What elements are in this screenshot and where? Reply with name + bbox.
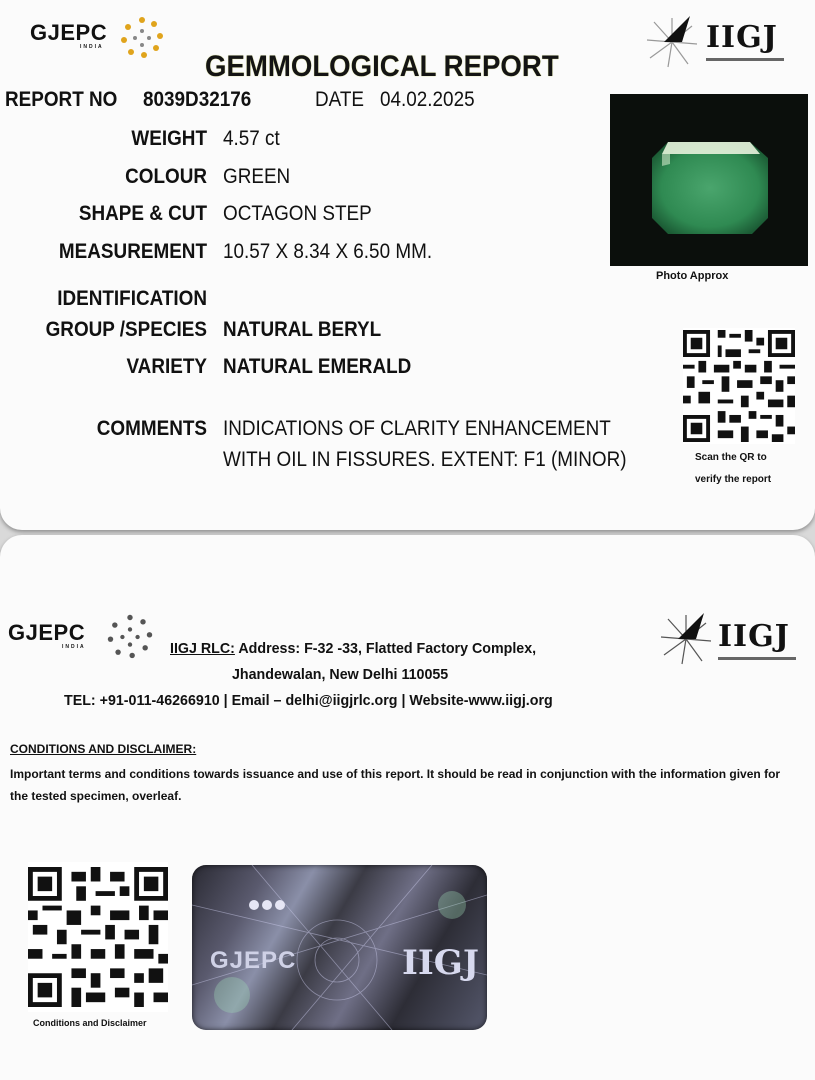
report-no-value: 8039D32176 <box>143 88 252 111</box>
conditions-heading: CONDITIONS AND DISCLAIMER: <box>10 742 197 756</box>
iigj-logo-back-underline <box>718 657 796 660</box>
emerald-image-icon <box>610 94 808 266</box>
identification-label: IDENTIFICATION <box>57 287 207 310</box>
photo-caption: Photo Approx <box>656 270 729 282</box>
gjepc-logo-back-subtext: INDIA <box>62 644 86 650</box>
gem-photo <box>610 94 808 266</box>
iigj-logo-text: IIGJ <box>706 20 778 55</box>
security-hologram <box>192 865 487 1030</box>
group-species-label: GROUP /SPECIES <box>45 318 207 341</box>
iigj-logo-underline <box>706 58 784 61</box>
comments-label: COMMENTS <box>96 417 207 440</box>
conditions-qr-code-icon[interactable] <box>28 862 168 1012</box>
variety-value: NATURAL EMERALD <box>223 355 412 378</box>
colour-value: GREEN <box>223 165 291 188</box>
group-species-value: NATURAL BERYL <box>223 318 382 341</box>
iigj-emblem-back-icon <box>656 609 716 669</box>
gjepc-logo-text: GJEPC <box>30 20 108 45</box>
date-value: 04.02.2025 <box>380 88 475 111</box>
gjepc-logo-back-text: GJEPC <box>8 620 86 645</box>
measurement-label: MEASUREMENT <box>58 240 207 263</box>
variety-label: VARIETY <box>126 355 207 378</box>
gjepc-logo-back <box>8 620 86 650</box>
shape-cut-label: SHAPE & CUT <box>78 202 207 225</box>
comments-line-2: WITH OIL IN FISSURES. EXTENT: F1 (MINOR) <box>223 448 627 471</box>
shape-cut-value: OCTAGON STEP <box>223 202 372 225</box>
report-front-card <box>0 0 815 530</box>
weight-value: 4.57 ct <box>223 127 280 150</box>
address-label: IIGJ RLC: <box>170 640 235 657</box>
address-line-2: Jhandewalan, New Delhi 110055 <box>232 666 449 683</box>
gjepc-logo-subtext: INDIA <box>80 44 104 50</box>
qr-caption-line-1: Scan the QR to <box>695 452 767 463</box>
gjepc-emblem-back-icon <box>104 611 156 663</box>
gjepc-emblem-icon <box>118 14 166 62</box>
hologram-gjepc-text: GJEPC <box>210 947 297 974</box>
qr-caption-line-2: verify the report <box>695 474 772 485</box>
hologram-iigj-text: IIGJ <box>402 943 479 983</box>
conditions-qr-caption: Conditions and Disclaimer <box>33 1018 147 1028</box>
contact-line: TEL: +91-011-46266910 | Email – delhi@iigjrlc.org | Website-www.iigj.org <box>64 692 553 709</box>
conditions-text: Important terms and conditions towards issuance and use of this report. It should be read in conjunction with the information given for the tested specimen, overleaf. <box>10 767 781 803</box>
address-text: Address: F-32 -33, Flatted Factory Complex, <box>238 640 537 657</box>
report-back-card <box>0 535 815 1080</box>
iigj-logo-back-text: IIGJ <box>718 619 790 654</box>
report-no-label: REPORT NO <box>5 88 118 111</box>
iigj-emblem-icon <box>642 12 702 72</box>
date-label: DATE <box>315 88 365 111</box>
weight-label: WEIGHT <box>131 127 207 150</box>
gjepc-logo <box>30 20 107 50</box>
address-line-1 <box>170 640 536 657</box>
measurement-value: 10.57 X 8.34 X 6.50 MM. <box>223 240 433 263</box>
verify-qr-code-icon[interactable] <box>683 328 795 444</box>
comments-line-1: INDICATIONS OF CLARITY ENHANCEMENT <box>223 417 611 440</box>
report-title: GEMMOLOGICAL REPORT <box>205 50 559 83</box>
colour-label: COLOUR <box>125 165 207 188</box>
